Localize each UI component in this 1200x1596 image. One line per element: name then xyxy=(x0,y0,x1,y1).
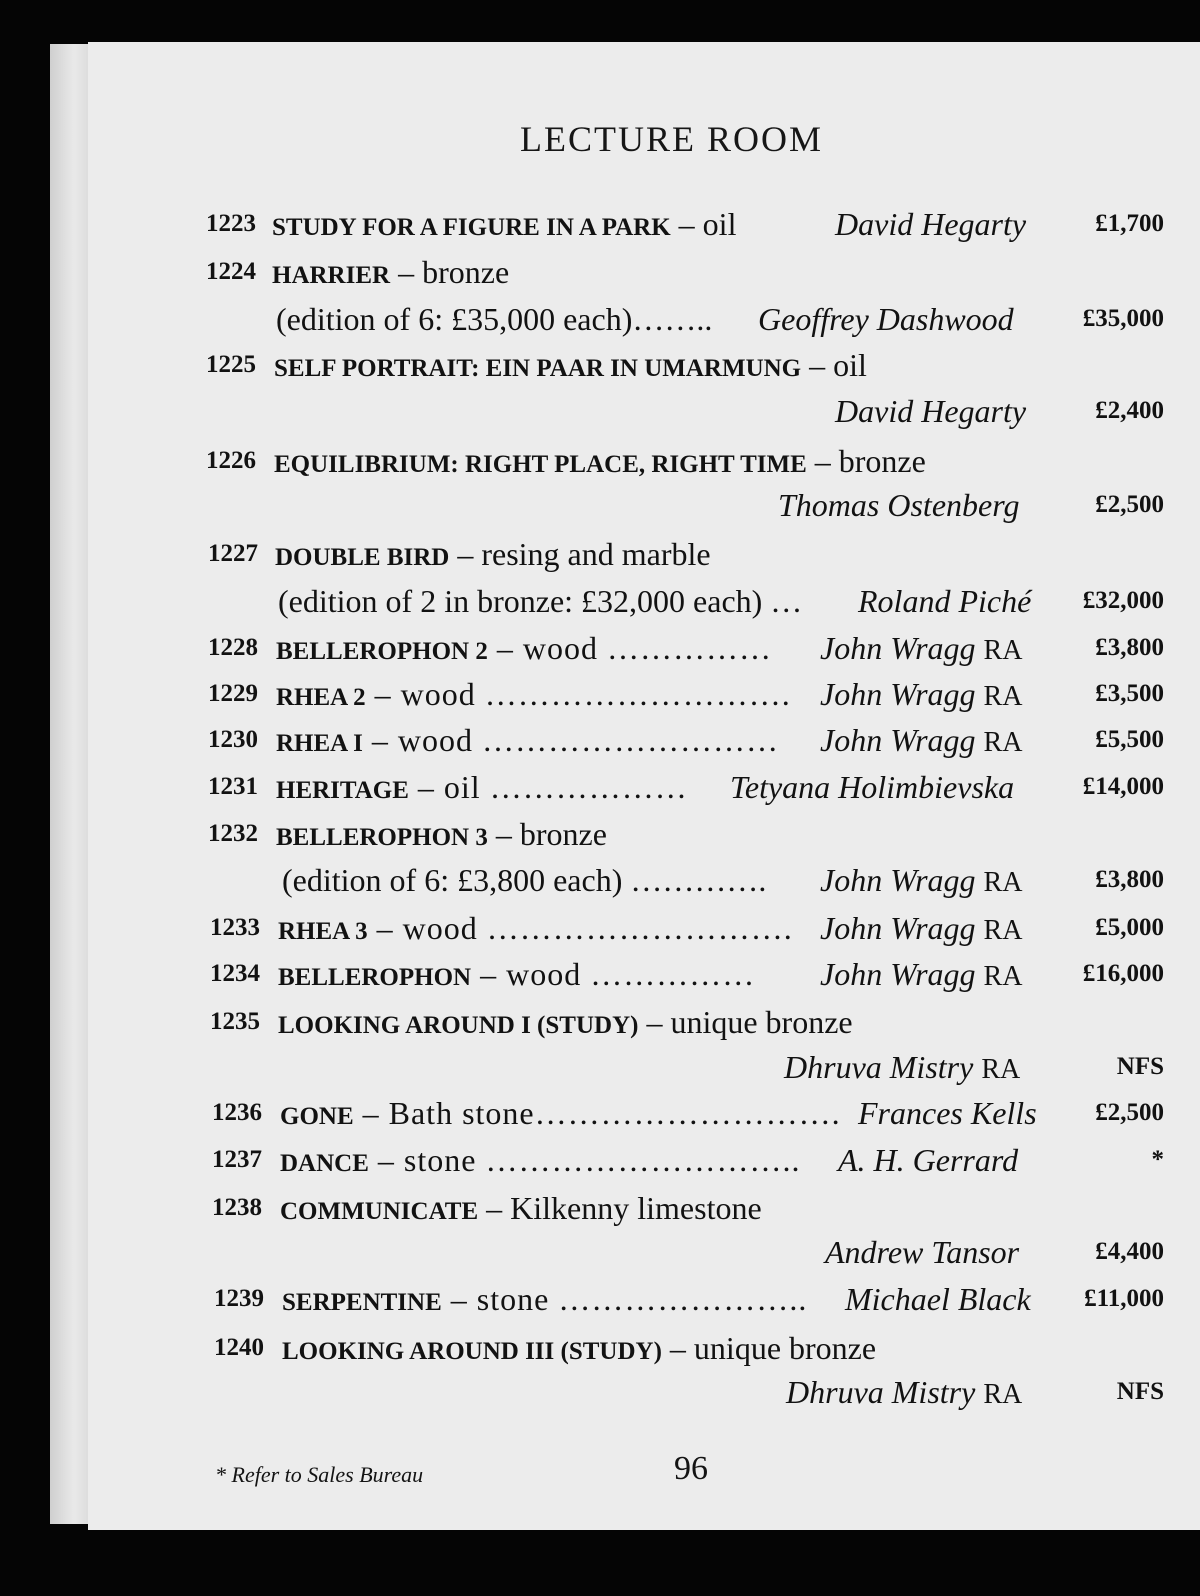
entry-title: BELLEROPHON xyxy=(278,964,472,991)
catalogue-entry xyxy=(0,1326,1200,1370)
catalogue-entry xyxy=(0,1186,1200,1230)
entry-number: 1234 xyxy=(210,960,260,987)
entry-number: 1231 xyxy=(208,773,258,800)
catalogue-entry-continuation xyxy=(0,579,1200,623)
entry-artist: Dhruva Mistry xyxy=(786,1374,976,1410)
entry-artist: John Wragg xyxy=(820,910,976,946)
entry-medium: – wood …………… xyxy=(487,630,772,666)
entry-artist: John Wragg xyxy=(820,862,976,898)
entry-ra: RA xyxy=(983,961,1023,992)
entry-number: 1225 xyxy=(206,351,256,378)
entry-edition: (edition of 6: £3,800 each) …………. xyxy=(282,862,767,898)
entry-number: 1235 xyxy=(210,1008,260,1035)
entry-title: HARRIER xyxy=(272,262,391,289)
entry-medium: – oil xyxy=(801,347,867,383)
catalogue-entry xyxy=(0,439,1200,483)
entry-price: £3,800 xyxy=(1095,634,1164,661)
entry-artist: Thomas Ostenberg xyxy=(778,487,1020,523)
entry-medium: – bronze xyxy=(487,816,607,852)
entry-number: 1226 xyxy=(206,447,256,474)
catalogue-entry xyxy=(0,952,1200,996)
entry-medium: – stone ……………………….. xyxy=(368,1142,801,1178)
entry-title: SELF PORTRAIT: EIN PAAR IN UMARMUNG xyxy=(274,355,802,382)
entry-title: EQUILIBRIUM: RIGHT PLACE, RIGHT TIME xyxy=(274,451,807,478)
catalogue-entry xyxy=(0,812,1200,856)
entry-price: £14,000 xyxy=(1082,773,1164,800)
entry-artist: John Wragg xyxy=(820,722,976,758)
entry-price: £16,000 xyxy=(1082,960,1164,987)
entry-number: 1232 xyxy=(208,820,258,847)
entry-price: £3,800 xyxy=(1095,866,1164,893)
catalogue-entry xyxy=(0,343,1200,387)
catalogue-entry xyxy=(0,765,1200,809)
catalogue-entry xyxy=(0,202,1200,246)
entry-number: 1224 xyxy=(206,258,256,285)
entry-artist: Michael Black xyxy=(845,1281,1031,1317)
catalogue-entry xyxy=(0,718,1200,762)
entry-price: £35,000 xyxy=(1082,305,1164,332)
entry-price: £5,500 xyxy=(1095,726,1164,753)
entry-ra: RA xyxy=(983,915,1023,946)
entry-artist: Andrew Tansor xyxy=(825,1234,1020,1270)
entry-title: BELLEROPHON 3 xyxy=(276,824,488,851)
entry-number: 1237 xyxy=(212,1146,262,1173)
entry-ra: RA xyxy=(983,681,1023,712)
entry-medium: – wood …………… xyxy=(471,956,756,992)
entry-title: DOUBLE BIRD xyxy=(275,544,450,571)
entry-title: LOOKING AROUND III (STUDY) xyxy=(282,1338,662,1365)
entry-price: £4,400 xyxy=(1095,1238,1164,1265)
entry-ra: RA xyxy=(983,727,1023,758)
page-title: LECTURE ROOM xyxy=(520,119,823,159)
entry-medium: – wood ……………………… xyxy=(362,722,779,758)
catalogue-entry-continuation xyxy=(0,389,1200,433)
entry-price: £1,700 xyxy=(1095,210,1164,237)
catalogue-entry xyxy=(0,1000,1200,1044)
catalogue-entry xyxy=(0,906,1200,950)
entry-number: 1233 xyxy=(210,914,260,941)
entry-price: £32,000 xyxy=(1082,587,1164,614)
entry-number: 1238 xyxy=(212,1194,262,1221)
entry-medium: – Kilkenny limestone xyxy=(478,1190,762,1226)
entry-medium: – unique bronze xyxy=(638,1004,853,1040)
entry-title: COMMUNICATE xyxy=(280,1198,479,1225)
entry-price: £5,000 xyxy=(1095,914,1164,941)
entry-number: 1240 xyxy=(214,1334,264,1361)
entry-ra: RA xyxy=(983,635,1023,666)
entry-artist: A. H. Gerrard xyxy=(838,1142,1019,1178)
entry-price: £2,500 xyxy=(1095,491,1164,518)
entry-artist: John Wragg xyxy=(820,676,976,712)
page-number: 96 xyxy=(674,1450,708,1487)
entry-price: £3,500 xyxy=(1095,680,1164,707)
entry-number: 1230 xyxy=(208,726,258,753)
entry-medium: – bronze xyxy=(390,254,510,290)
catalogue-entry xyxy=(0,672,1200,716)
entry-medium: – resing and marble xyxy=(449,536,711,572)
catalogue-entry-continuation xyxy=(0,297,1200,341)
catalogue-entry-continuation xyxy=(0,1045,1200,1089)
entry-medium: – wood ………………………. xyxy=(365,676,791,712)
entry-ra: RA xyxy=(981,1054,1021,1085)
entry-artist: Dhruva Mistry xyxy=(784,1049,974,1085)
entry-medium: – unique bronze xyxy=(661,1330,877,1366)
catalogue-entry-continuation xyxy=(0,1230,1200,1274)
entry-price: £2,400 xyxy=(1095,397,1164,424)
entry-medium: – oil ……………… xyxy=(408,769,688,805)
entry-price: * xyxy=(1151,1146,1164,1173)
footnote: * Refer to Sales Bureau xyxy=(215,1462,424,1487)
entry-artist: David Hegarty xyxy=(835,393,1027,429)
entry-title: DANCE xyxy=(280,1150,369,1177)
catalogue-entry-continuation xyxy=(0,1370,1200,1414)
entry-medium: – Bath stone………………………. xyxy=(353,1095,841,1131)
catalogue-entry xyxy=(0,1091,1200,1135)
catalogue-entry-continuation xyxy=(0,858,1200,902)
entry-title: RHEA 3 xyxy=(278,918,368,945)
entry-title: HERITAGE xyxy=(276,777,409,804)
entry-ra: RA xyxy=(983,1379,1023,1410)
entry-edition: (edition of 2 in bronze: £32,000 each) … xyxy=(278,583,803,619)
entry-title: LOOKING AROUND I (STUDY) xyxy=(278,1012,639,1039)
entry-price: NFS xyxy=(1116,1053,1164,1080)
entry-number: 1223 xyxy=(206,210,256,237)
entry-price: £11,000 xyxy=(1084,1285,1164,1312)
entry-artist: Geoffrey Dashwood xyxy=(758,301,1014,337)
entry-artist: John Wragg xyxy=(820,956,976,992)
entry-artist: David Hegarty xyxy=(835,206,1027,242)
catalogue-entry-continuation xyxy=(0,483,1200,527)
catalogue-entry xyxy=(0,626,1200,670)
catalogue-entry xyxy=(0,1277,1200,1321)
entry-artist: Roland Piché xyxy=(858,583,1032,619)
entry-title: BELLEROPHON 2 xyxy=(276,638,488,665)
entry-title: RHEA I xyxy=(276,730,363,757)
entry-price: £2,500 xyxy=(1095,1099,1164,1126)
entry-artist: John Wragg xyxy=(820,630,976,666)
entry-number: 1227 xyxy=(208,540,258,567)
catalogue-entry xyxy=(0,250,1200,294)
entry-edition: (edition of 6: £35,000 each)…….. xyxy=(276,301,713,337)
catalogue-entry xyxy=(0,532,1200,576)
entry-number: 1229 xyxy=(208,680,258,707)
entry-medium: – oil xyxy=(670,206,737,242)
entry-artist: Tetyana Holimbievska xyxy=(730,769,1015,805)
entry-artist: Frances Kells xyxy=(858,1095,1037,1131)
entry-number: 1239 xyxy=(214,1285,264,1312)
entry-title: GONE xyxy=(280,1103,354,1130)
entry-title: STUDY FOR A FIGURE IN A PARK xyxy=(272,214,671,241)
catalogue-entry xyxy=(0,1138,1200,1182)
entry-title: SERPENTINE xyxy=(282,1289,442,1316)
entry-price: NFS xyxy=(1116,1378,1164,1405)
entry-medium: – bronze xyxy=(806,443,926,479)
entry-medium: – stone ………………….. xyxy=(441,1281,808,1317)
entry-ra: RA xyxy=(983,867,1023,898)
entry-medium: – wood ………………………. xyxy=(367,910,793,946)
entry-number: 1228 xyxy=(208,634,258,661)
entry-title: RHEA 2 xyxy=(276,684,366,711)
entry-number: 1236 xyxy=(212,1099,262,1126)
